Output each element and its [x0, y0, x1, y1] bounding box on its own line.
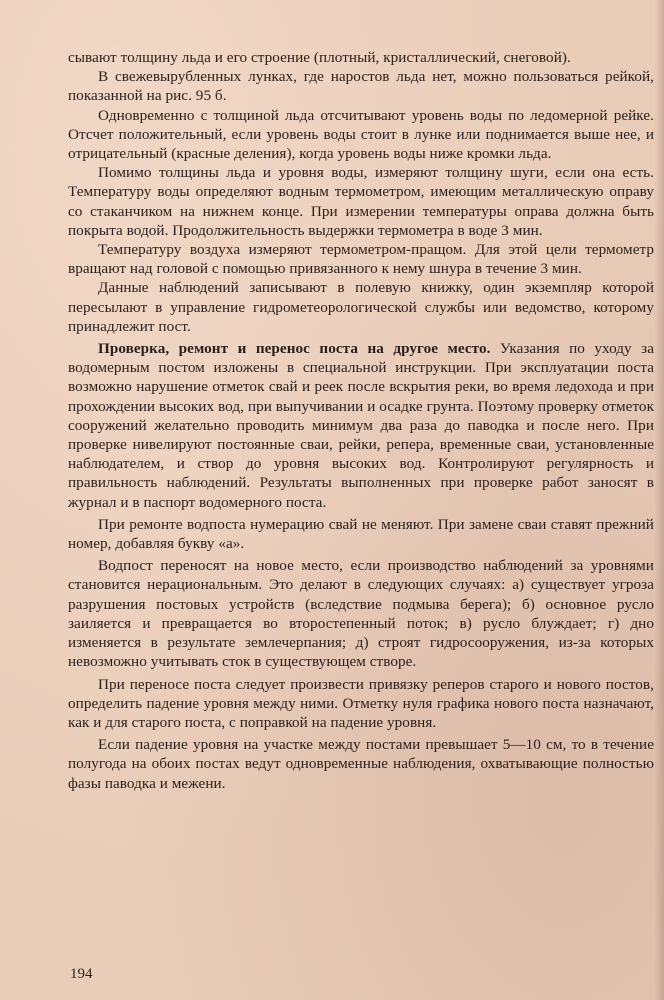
- paragraph-slush-temperature: Помимо толщины льда и уровня воды, измеряют толщину шуги, если она есть. Температуру воды определяют водным термометром, имеющим металлическую оправу со стаканчиком на нижнем конце. При измерении температуры оправа должна быть покрыта водой. Продолжительность выдержки термометра в воде 3 мин.: [68, 164, 654, 239]
- page-edge-shadow: [654, 0, 664, 1000]
- paragraph-repair: При ремонте водпоста нумерацию свай не меняют. При замене сваи ставят прежний номер, добавляя букву «а».: [68, 515, 654, 553]
- section-body: Указания по уходу за водомерным постом изложены в специальной инструкции. При эксплуатации поста возможно нарушение отметок свай и реек после вскрытия реки, во время ледохода и при прохождении высоких вод, при выпучивании и осадке грунта. Поэтому проверку отметок сооружений желательно проводить минимум два раза до паводка и после него. При проверке нивелируют постоянные сваи, рейки, репера, временные сваи, установленные наблюдателем, и створ до уровня высоких вод. Контролируют регулярность и правильность наблюдений. Результаты выполненных при проверке работ заносят в журнал и в паспорт водомерного поста.: [68, 340, 654, 511]
- section-heading: Проверка, ремонт и перенос поста на другое место.: [98, 340, 491, 358]
- page-body: [68, 48, 654, 793]
- page-number: 194: [70, 966, 93, 982]
- paragraph-inspection: [68, 339, 654, 512]
- paragraph-fresh-holes: В свежевырубленных лунках, где наростов льда нет, можно пользоваться рейкой, показанной на рис. 95 б.: [68, 68, 654, 105]
- paragraph-air-temperature: Температуру воздуха измеряют термометром-пращом. Для этой цели термометр вращают над головой с помощью привязанного к нему шнура в течение 3 мин.: [68, 241, 654, 278]
- paragraph-relocation-reference: При переносе поста следует произвести привязку реперов старого и нового постов, определить падение уровня между ними. Отметку нуля графика нового поста назначают, как и для старого поста, с поправкой на падение уровня.: [68, 675, 654, 731]
- paragraph-continuation: сывают толщину льда и его строение (плотный, кристаллический, снеговой).: [68, 49, 571, 66]
- paragraph-water-level: Одновременно с толщиной льда отсчитывают уровень воды по ледомерной рейке. Отсчет положительный, если уровень воды стоит в лунке или поднимается выше нее, и отрицательный (красные деления), когда уровень воды ниже кромки льда.: [68, 106, 654, 163]
- paragraph-relocation-cases: Водпост переносят на новое место, если производство наблюдений за уровнями становится нерациональным. Это делают в следующих случаях: а) существует угроза разрушения постовых устройств (вследствие подмыва берега); б) основное русло заиляется и превращается во второстепенный поток; в) русло блуждает; г) дно изменяется в результате землечерпания; д) строят гидросооружения, из-за которых невозможно учитывать сток в существующем створе.: [68, 557, 654, 671]
- paragraph-level-drop: Если падение уровня на участке между постами превышает 5—10 см, то в течение полугода на обоих постах ведут одновременные наблюдения, охватывающие полностью фазы паводка и межени.: [68, 736, 654, 792]
- paragraph-field-book: Данные наблюдений записывают в полевую книжку, один экземпляр которой пересылают в управление гидрометеорологической службы или ведомство, которому принадлежит пост.: [68, 279, 654, 335]
